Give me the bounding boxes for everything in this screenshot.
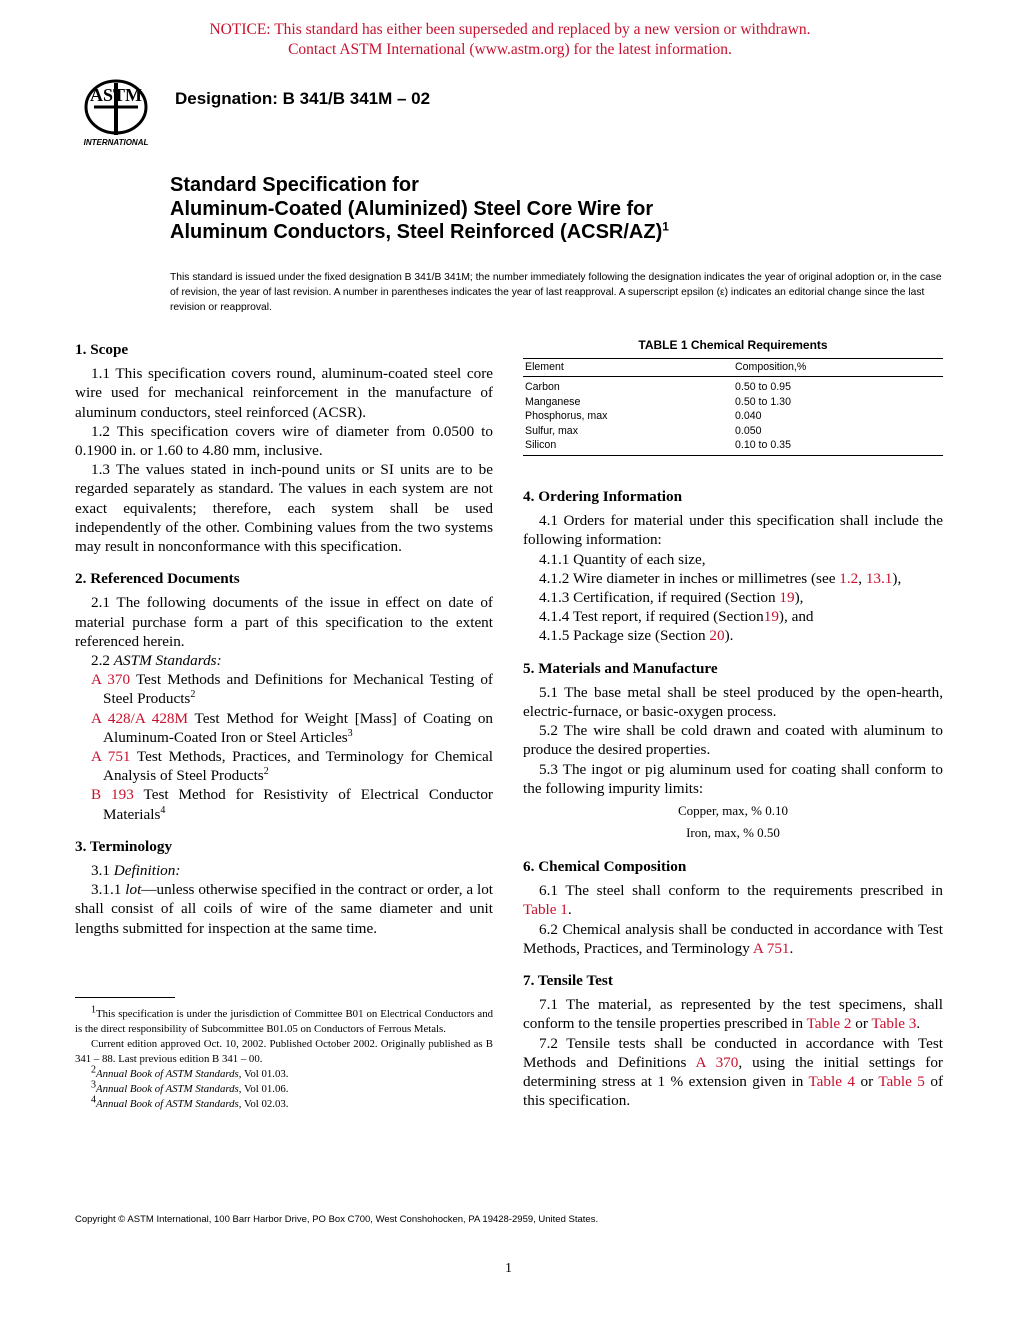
astm-logo-icon bbox=[70, 77, 162, 149]
ref-a370-link[interactable]: A 370 bbox=[91, 671, 131, 689]
table-row: Carbon 0.50 to 0.95 bbox=[525, 381, 791, 393]
title-line-3: Aluminum Conductors, Steel Reinforced (ACSR/AZ)$^1$ bbox=[170, 219, 669, 243]
tensile-7-2: 7.2 Tensile tests shall be conducted in accordance with Test Methods and Definitions A 370, using the initial settings for determining stress at 1 % extension given in Table 4 or Table 5 of this specification. bbox=[523, 1034, 943, 1110]
table-row: Sulfur, max 0.050 bbox=[525, 424, 762, 437]
link-section-19[interactable]: 19 bbox=[779, 589, 795, 607]
issued-note: This standard is issued under the fixed designation B 341/B 341M; the number immediately following the designation indicates the year of original adoption or, in the case of revision, the year of last revision. A number in parentheses indicates the year of last reapproval. A superscript epsilon (ε) indicates an editorial change since the last revision or reapproval. bbox=[170, 272, 942, 313]
ref-b193: B 193 Test Method for Resistivity of Electrical Conductor Materials$^4$ bbox=[91, 786, 493, 823]
notice-line-2: Contact ASTM International (www.astm.org) for the latest information. bbox=[288, 41, 732, 58]
ordering-4-1-3: 4.1.3 Certification, if required (Section 19), bbox=[539, 589, 804, 607]
notice-line-1: NOTICE: This standard has either been superseded and replaced by a new version or withdrawn. bbox=[209, 21, 811, 38]
right-column bbox=[523, 487, 943, 1110]
footnote-4: $^4$Annual Book of ASTM Standards, Vol 02.03. bbox=[91, 1094, 289, 1110]
chemical-6-2: 6.2 Chemical analysis shall be conducted in accordance with Test Methods, Practices, and Terminology A 751. bbox=[523, 920, 943, 957]
referenced-2-1: 2.1 The following documents of the issue in effect on date of material purchase form a part of this specification to the extent referenced herein. bbox=[75, 594, 493, 650]
ordering-4-1-2: 4.1.2 Wire diameter in inches or millimetres (see 1.2, 13.1), bbox=[539, 569, 902, 587]
footnotes bbox=[75, 1004, 493, 1112]
footnote-3: $^3$Annual Book of ASTM Standards, Vol 01.06. bbox=[91, 1079, 289, 1095]
ref-b193-link[interactable]: B 193 bbox=[91, 786, 134, 804]
svg-text:ASTM: ASTM bbox=[89, 85, 143, 105]
link-13-1[interactable]: 13.1 bbox=[865, 569, 893, 587]
link-a370[interactable]: A 370 bbox=[695, 1053, 739, 1071]
table-row: Silicon 0.10 to 0.35 bbox=[523, 438, 943, 455]
designation: Designation: B 341/B 341M – 02 bbox=[175, 89, 431, 108]
copyright: Copyright © ASTM International, 100 Barr Harbor Drive, PO Box C700, West Conshohocken, PA 19428-2959, United States. bbox=[75, 1214, 599, 1225]
link-a751[interactable]: A 751 bbox=[752, 939, 790, 957]
link-table-4[interactable]: Table 4 bbox=[808, 1073, 856, 1091]
link-section-19b[interactable]: 19 bbox=[763, 608, 779, 626]
table1-title: TABLE 1 Chemical Requirements bbox=[638, 338, 828, 352]
table-row: Manganese 0.50 to 1.30 bbox=[525, 395, 791, 408]
svg-text:INTERNATIONAL: INTERNATIONAL bbox=[83, 138, 149, 147]
referenced-2-2: 2.2 ASTM Standards: bbox=[91, 652, 222, 670]
scope-1-1: 1.1 This specification covers round, aluminum-coated steel core wire used for mechanical reinforcement in the manufacture of aluminum conductors, steel reinforced (ACSR). bbox=[75, 365, 493, 421]
title-line-2: Aluminum-Coated (Aluminized) Steel Core Wire for bbox=[170, 197, 654, 220]
link-table-3[interactable]: Table 3 bbox=[871, 1015, 917, 1033]
table-header-row bbox=[523, 359, 943, 377]
footnote-1: $^1$This specification is under the jurisdiction of Committee B01 on Electrical Conductors and is the direct responsibility of Subcommittee B01.05 on Conductors of Ferrous Metals. bbox=[75, 1004, 493, 1035]
ordering-4-1-1: 4.1.1 Quantity of each size, bbox=[539, 550, 706, 568]
table-header-element: Element bbox=[523, 359, 733, 377]
footnote-rule bbox=[75, 997, 175, 998]
astm-logo bbox=[70, 77, 162, 149]
ref-a428: A 428/A 428M Test Method for Weight [Mass] of Coating on Aluminum-Coated Iron or Steel Articles$^3$ bbox=[91, 709, 494, 746]
title-line-1: Standard Specification for bbox=[170, 174, 419, 196]
footnote-2: $^2$Annual Book of ASTM Standards, Vol 01.03. bbox=[91, 1064, 289, 1080]
scope-1-3: 1.3 The values stated in inch-pound units or SI units are to be regarded separately as standard. The values in each system are not exact equivalents; therefore, each system shall be used independently of the other. Combining values from the two systems may result in nonconformance with this specification. bbox=[75, 461, 493, 556]
ordering-heading: 4. Ordering Information bbox=[523, 488, 683, 505]
link-table-1[interactable]: Table 1 bbox=[523, 901, 568, 919]
link-table-2[interactable]: Table 2 bbox=[806, 1015, 852, 1033]
table-row: Phosphorus, max 0.040 bbox=[525, 410, 762, 422]
footnote-1b: Current edition approved Oct. 10, 2002. Published October 2002. Originally published as B 341 – 88. Last previous edition B 341 – 00. bbox=[75, 1038, 493, 1065]
chemical-heading: 6. Chemical Composition bbox=[523, 858, 687, 876]
materials-5-2: 5.2 The wire shall be cold drawn and coated with aluminum to produce the desired properties. bbox=[523, 722, 943, 759]
ref-a751-link[interactable]: A 751 bbox=[91, 748, 131, 766]
materials-5-3: 5.3 The ingot or pig aluminum used for coating shall conform to the following impurity limits: bbox=[523, 760, 943, 797]
link-1-2[interactable]: 1.2 bbox=[839, 569, 859, 587]
scope-1-2: 1.2 This specification covers wire of diameter from 0.0500 to 0.1900 in. or 1.60 to 4.80 mm, inclusive. bbox=[75, 422, 493, 460]
impurity-limit-iron: Iron, max, % 0.50 bbox=[686, 825, 780, 841]
withdrawal-notice bbox=[0, 20, 1020, 60]
impurity-limit-copper: Copper, max, % 0.10 bbox=[678, 803, 788, 819]
scope-heading: 1. Scope bbox=[75, 341, 129, 358]
materials-heading: 5. Materials and Manufacture bbox=[523, 659, 718, 677]
tensile-heading: 7. Tensile Test bbox=[523, 972, 613, 990]
ordering-4-1: 4.1 Orders for material under this specification shall include the following information: bbox=[523, 512, 943, 549]
link-table-5[interactable]: Table 5 bbox=[878, 1073, 925, 1091]
referenced-heading: 2. Referenced Documents bbox=[75, 570, 240, 588]
materials-5-1: 5.1 The base metal shall be steel produced by the open-hearth, electric-furnace, or basic-oxygen process. bbox=[523, 683, 943, 721]
left-column bbox=[75, 340, 493, 938]
terminology-3-1: 3.1 Definition: bbox=[91, 862, 181, 880]
tensile-7-1: 7.1 The material, as represented by the test specimens, shall conform to the tensile properties prescribed in Table 2 or Table 3. bbox=[523, 996, 943, 1033]
table-header-composition: Composition,% bbox=[733, 359, 943, 377]
link-section-20[interactable]: 20 bbox=[709, 627, 725, 645]
page-number: 1 bbox=[505, 1261, 512, 1276]
document-title bbox=[170, 174, 669, 245]
terminology-heading: 3. Terminology bbox=[75, 837, 173, 855]
ordering-4-1-5: 4.1.5 Package size (Section 20). bbox=[539, 627, 734, 645]
terminology-3-1-1: 3.1.1 lot—unless otherwise specified in the contract or order, a lot shall consist of all coils of wire of the same diameter and unit lengths submitted for inspection at the same time. bbox=[75, 881, 494, 937]
ordering-4-1-4: 4.1.4 Test report, if required (Section19), and bbox=[539, 608, 814, 626]
ref-a370: A 370 Test Methods and Definitions for Mechanical Testing of Steel Products$^2$ bbox=[91, 671, 493, 708]
ref-a428-link[interactable]: A 428/A 428M bbox=[91, 709, 189, 727]
title-footnote-ref[interactable]: 1 bbox=[662, 219, 669, 234]
chemical-6-1: 6.1 The steel shall conform to the requirements prescribed in Table 1. bbox=[523, 882, 943, 919]
chemical-requirements-table bbox=[523, 358, 943, 456]
ref-a751: A 751 Test Methods, Practices, and Terminology for Chemical Analysis of Steel Products$^2$ bbox=[91, 748, 493, 785]
